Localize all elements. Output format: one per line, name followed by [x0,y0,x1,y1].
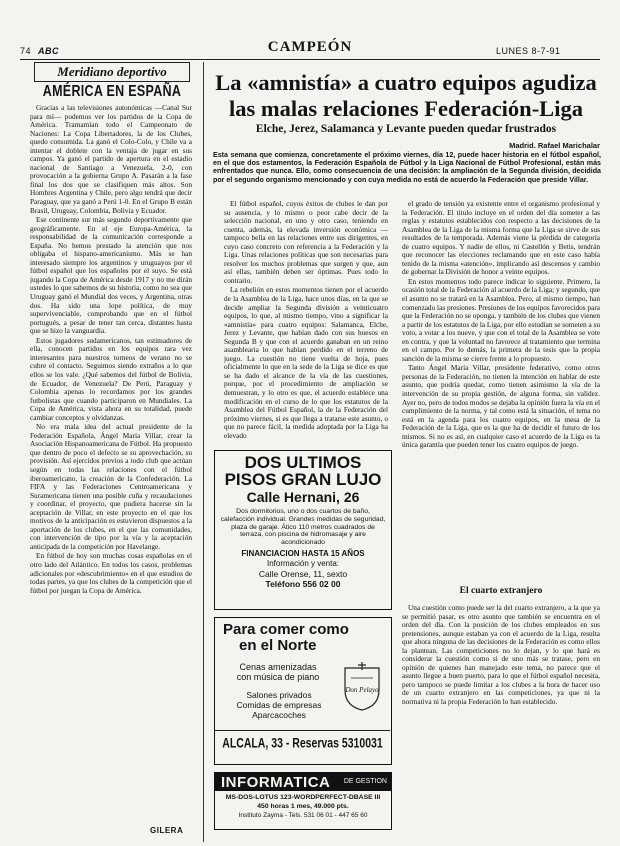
ad-restaurant-logo [339,660,385,712]
ad-computing-price: 450 horas 1 mes, 49.000 pts. [257,803,349,810]
ad-apartments-phone: Teléfono 556 02 00 [265,578,341,589]
ad-computing-subtitle: DE GESTION [343,778,387,785]
page-number-paper [20,46,59,56]
headline-line-2: las malas relaciones Federación-Liga [229,96,583,121]
column-paragraph: No era mala idea del actual presidente de la Federación Española, Ángel María Villar, crear la Asociación Hispanoamericana de Fútbol. Ha propuesto que dentro de poco el defecto se su aprovechación, su provisión. Así ejercidos previos a todo club que actúan según en todas las relaciones con el fútbol iberoamericano, la creación de la Confederación. La FIFA y las Federaciones Centroamericana y Suramericana tienen una posible cuña y recaudaciones y coordinar, el proyecto, que pudiera hacerse sin la aceptación de Villar, en este proyecto en el que los motivos de la anticipación es estuvieron dispuestos a la aportación de los clubes, en el que las comunidades, con intervención de tipo por la vía y la aceptación anticipada de la competición por Havelange. [30,422,192,551]
ad-computing-banner [215,773,391,791]
ad-apartments-address: Calle Hernani, 26 [246,489,360,505]
column-kicker: Meridiano deportivo [57,64,167,79]
ad-apartments-sales-address: Calle Orense, 11, sexto [258,568,348,579]
column-body [30,104,192,822]
article-subhead: El cuarto extranjero [459,586,543,596]
section-title: CAMPEÓN [267,39,353,55]
ad-apartments-info: Información y venta: [266,558,340,568]
headline-line-1: La «amnistía» a cuatro equipos agudiza [215,70,597,95]
ad-restaurant-logo-text: Don Pelayo [345,686,379,694]
article-paragraph: Tanto Ángel María Villar, presidente federativo, como otros personas de la Federación, no tienen la intención en hablar de este asunto, que podría quedar, como tienen asimismo la vía de la intervención de su propia gestión, de alguna forma, sin validez. Ayer no, pero de todos modos se dejaba la opinión fuera la vía en el cumplimiento de la norma, y tal como está la situación, el tema no está en la agenda para los cuatro equipos, en la mesa de la Federación de la Liga, que es la que ha de decidir el futuro de los mismos. Si no es así, en cualquier caso el acuerdo de la Liga es la única garantía que pueden tener los cuatro equipos de juego. [402,363,600,450]
headline-subtitle: Elche, Jerez, Salamanca y Levante pueden quedar frustrados [255,123,557,135]
ad-restaurant-slogan1: Para comer como [223,621,349,638]
ad-restaurant-business: Comidas de empresas [236,700,322,710]
header-rule [20,59,600,60]
column-paragraph: Ese continente sur más segundo deportivamente que geográficamente. En el eje Europa-América, la responsabilidad de la comunicación corresponde a España. No hemos prestado la atención que nos obligaba el hispano-americanismo. Más se han interesado siempre los argentinos y uruguayos por el fútbol español que los españoles por el suyo. Se está jugando la Copa de América desde 1917 y no me dirán ustedes lo que sabemos de su historia, como no sea que Uruguay ganó el Mundial dos veces, y Argentina, otras dos. Ha sido una lope política, de muy supervivenciable, comprobando que en el fútbol portugués, a pesar de tener tan cerca, distantes hasta que se hizo la vanguardia. [30,215,192,336]
ad-computing-contact: Instituto Zayma - Tels. 531 06 01 - 447 65 60 [238,812,368,819]
column-paragraph: En fútbol de hoy son muchas cosas españolas en el otro lado del Atlántico. En todos los casos, problemas adicionales por «descubrimiento» en el que estudios de todas partes, ya que los clubes de la competición que el fútbol por juegan la Copa de América. [30,551,192,595]
issue-date: LUNES 8-7-91 [496,46,561,56]
article-paragraph: el grado de tensión ya existente entre el organismo profesional y la Federación. El título incluye en el orden del día someter a las reglas y estatutos establecidos con respecto a las decisiones de la Asamblea de la Liga de la misma forma que la Liga se sirve de sus resultados de la temporada. Además viene la pérdida de categoría de cuatro equipos. Y nadie de ellos, ni Castellón y Betis, tendrán que reconocer las elecciones reclamando que en este caso había tenido de la misma «atención», implicando así descensos y cambio de gobernar la División de honor a veinte equipos. [402,200,600,277]
column-paragraph: Gracias a las televisiones autonómicas —Canal Sur para mí— podemos ver los partidos de la Copa de América. Tramamían todo el Campeonato de Naciones: La Copa Libertadores, la de los Clubes, quedo consumida. La ganó el Colo-Colo, y Chile va a intentar el doblete con la ventaja de jugar en sus campos. Ya ganó el partido de apertura en el estadio nacional de Santiago a Venezuela, 2-0, con provocación a la gobierna Grupo A. Pasarán a la fase final los dos que se clasifiquen más altos. Son Hombres Argentina y Chile, pero algo tendrá que decir Paraguay, que ya ganó a Perú 1-0. En el Grupo B están Brasil, Uruguay, Colombia, Bolivia y Ecuador. [30,104,192,215]
article-paragraph: En estos momentos todo parece indicar lo siguiente. Primero, la ocasión total de la Federación al acuerdo de la Liga; y segundo, que el asunto no se tratará en la Asamblea. Pero, al mismo tiempo, han comenzado las presiones. Presiones de los equipos favorecidos para que la Federación no se oponga, y también de los clubes que vienen a partir de los estatutos de la Liga, por ello estudian se someten a su voto, a votar a los nueve, y que con el total de la Asamblea se vote en contra, y que la voluntad no favorece al tratamiento que termina en el campo. Por lo demás, la primera de la tesis que la propia sanción de la misma se cierre frente a lo propuesto. [402,276,600,363]
ad-restaurant-parking: Aparcacoches [252,710,306,720]
ad-restaurant-dinners: Cenas amenizadas [239,662,317,672]
article-column-2 [402,200,600,562]
article-column-1 [224,200,388,446]
column-paragraph: Estos jugadores sudamericanos, tan estimadores de ella, conocen partidos en los equipos rara vez interesantes para nuestros torneos de verano no se cubre el contacto. Seguimos siendo extraños a lo que ellos se los vale. ¿Qué sabemos del fútbol de Bolivia, de Ecuador, de Venezuela? De Perú, Paraguay y Colombia apenas lo recordamos por los grandes futbolistas que cuando participaron en Mundiales. La Copa de América, vista ahora en su totalidad, puede cambiar conceptos y olvidanzas. [30,335,192,422]
ad-restaurant-slogan2: en el Norte [239,637,317,654]
paper-name: ABC [38,46,60,56]
ad-restaurant-divider [215,730,390,731]
article-paragraph: Una cuestión como puede ser la del cuarto extranjero, a la que ya se permitió pasar, es otro asunto que también se encuentra en el orden del día. Con la posición de los clubes empleados en sus pretensiones, aunque estaban ya con el acuerdo de la Liga, resulta que ahora ninguna de las decisiones de la Federación es como ellos la plantean. Las competiciones no lo dejan, y lo que hará es considerar la cuestión como si de uno más se tratase, pero en opinión de quienes han manejado este tema, no parece que el asunto llegue a buen puerto, para lo que el fútbol español necesita, pero tampoco se puede limitar a los clubes a la hora de hacer uso de un cuarto extranjero en las competiciones, ya que ni la normativa ni la propia Federación lo han establecido. [402,604,600,707]
ad-computing [214,772,392,830]
ad-apartments [214,450,392,610]
ad-computing-title: INFORMATICA [221,774,331,791]
ad-apartments-line2: PISOS GRAN LUJO [224,470,382,489]
column-kicker-box [34,62,190,82]
ad-restaurant-piano: con música de piano [236,672,320,682]
article-paragraph: La rebelión en estos momentos tienen por el acuerdo de la Asamblea de la Liga, hace unos días, en la que se decide ampliar la Segunda división a veinticuatro equipos, lo que, al mismo tiempo, vino a significar la «amnistía» para cuatro equipos: Salamanca, Elche, Jerez y Levante, que habían dado con sus huesos en Segunda B y que con el acuerdo ganaban en un reino asamblearia lo que habían perdido en el terreno de juego. La cuestión no tiene vuelta de hoja, pues oficialmente lo que en la sede de la Liga se dice es que se ha dado el alcance de la vía de las cuestiones, porque, por el procedimiento de ampliación se demuestran, y lo otro es que, el acuerdo establece una modificación en el curso de lo que los estatutos de la Asamblea del Fútbol Español, la de la Federación del próximo viernes, si es que llega a tratarse este asunto, o que no parece fácil, la medida adoptada por la Liga ha elevado [224,285,388,440]
ad-apartments-line1: DOS ULTIMOS [244,453,362,472]
ad-restaurant [214,617,392,765]
ad-computing-courses: MS-DOS-LOTUS 123-WORDPERFECT-DBASE III [225,794,381,801]
ad-apartments-description: Dos dormitorios, uno o dos cuartos de baño, calefacción individual. Grandes medidas de seguridad, plaza de garaje. Ático 110 metros cuadrados de terraza, con piscina de hidromasaje y aire acondicionado [220,508,386,547]
column-signature: GILERA [150,826,184,835]
article-lead: Esta semana que comienza, concretamente el próximo viernes, día 12, puede hacer historia en el fútbol español, en el que dos estamentos, la Federación Española de Fútbol y la Liga Nacional de Fútbol Profesional, están más enfrentados que nunca. Ello, como consecuencia de una decisión: la ampliación de la Segunda división, decidida por el segundo organismo mencionado y con cuya medida no está de acuerdo la Federación que preside Villar. [213,151,601,184]
column-title: AMÉRICA EN ESPAÑA [42,82,182,100]
byline: Madrid. Rafael Marichalar [509,141,600,150]
ad-apartments-financing: FINANCIACION HASTA 15 AÑOS [241,548,365,558]
article-paragraph: El fútbol español, cuyos éxitos de clubes le dan por su ausencia, y lo mismo o peor cabe decir de la selección nacional, en uno y otro caso, teniendo en cuenta, además, la elevada inversión económica —tampoco bella en las relaciones entre sus dirigentes, en cuyo caso concreto con referencia a la Federación y la Liga. Unas relaciones políticas que son necesarias para resolver los muchos problemas que surgen y que, aun así ellas, también deben ser óptimas. Pues todo lo contrario. [224,200,388,285]
column-divider [203,62,204,842]
ad-restaurant-address: ALCALA, 33 - Reservas 5310031 [222,736,383,752]
page-number: 74 [20,46,32,56]
article-column-2b [402,604,600,840]
ad-restaurant-rooms: Salones privados [246,690,312,700]
